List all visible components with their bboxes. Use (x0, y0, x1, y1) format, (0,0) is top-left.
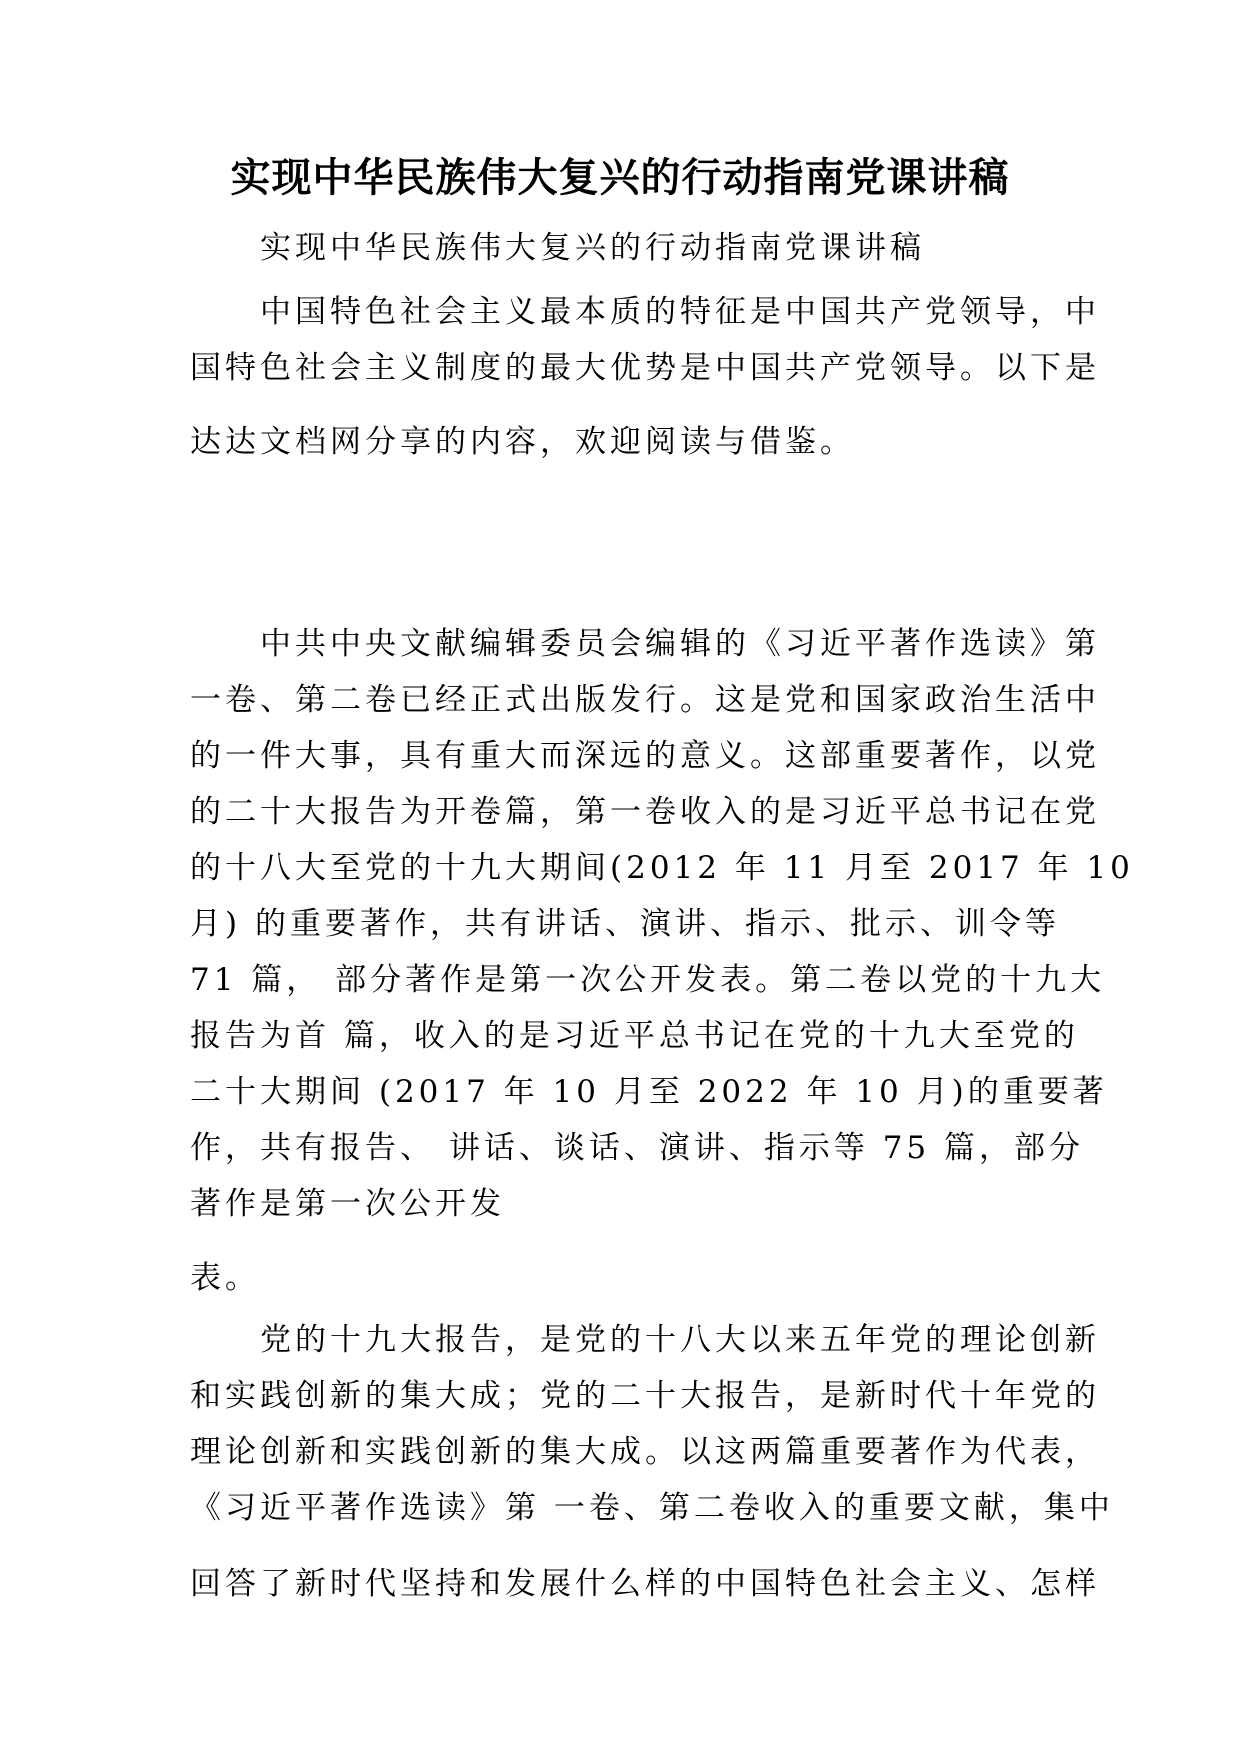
text-line: 报告为首 篇，收入的是习近平总书记在党的十九大至党的 (190, 1018, 1079, 1054)
text-line: 和实践创新的集大成；党的二十大报告，是新时代十年党的 (190, 1378, 1100, 1414)
text-line: 中共中央文献编辑委员会编辑的《习近平著作选读》第 (260, 626, 1100, 662)
text-line: 71 篇， 部分著作是第一次公开发表。第二卷以党的十九大 (190, 962, 1106, 998)
text-line: 理论创新和实践创新的集大成。以这两篇重要著作为代表， (190, 1434, 1100, 1470)
text-line: 的十八大至党的十九大期间(2012 年 11 月至 2017 年 10 (190, 850, 1134, 886)
text-line: 国特色社会主义制度的最大优势是中国共产党领导。以下是 (190, 350, 1100, 386)
text-line: 表。 (190, 1260, 260, 1296)
text-line: 月) 的重要著作，共有讲话、演讲、指示、批示、训令等 (190, 906, 1060, 942)
text-line: 党的十九大报告，是党的十八大以来五年党的理论创新 (260, 1322, 1100, 1358)
text-line: 二十大期间 (2017 年 10 月至 2022 年 10 月)的重要著 (190, 1074, 1108, 1110)
text-line: 的一件大事，具有重大而深远的意义。这部重要著作，以党 (190, 738, 1100, 774)
text-line: 作，共有报告、 讲话、谈话、演讲、指示等 75 篇，部分 (190, 1130, 1085, 1166)
text-line: 的二十大报告为开卷篇，第一卷收入的是习近平总书记在党 (190, 794, 1100, 830)
text-line: 《习近平著作选读》第 一卷、第二卷收入的重要文献，集中 (190, 1490, 1114, 1526)
text-line: 著作是第一次公开发 (190, 1186, 505, 1222)
subtitle-line: 实现中华民族伟大复兴的行动指南党课讲稿 (260, 230, 925, 266)
text-line: 达达文档网分享的内容，欢迎阅读与借鉴。 (190, 424, 855, 460)
text-line: 中国特色社会主义最本质的特征是中国共产党领导，中 (260, 294, 1100, 330)
document-title: 实现中华民族伟大复兴的行动指南党课讲稿 (230, 155, 1010, 201)
text-line: 回答了新时代坚持和发展什么样的中国特色社会主义、怎样 (190, 1566, 1100, 1602)
text-line: 一卷、第二卷已经正式出版发行。这是党和国家政治生活中 (190, 682, 1100, 718)
